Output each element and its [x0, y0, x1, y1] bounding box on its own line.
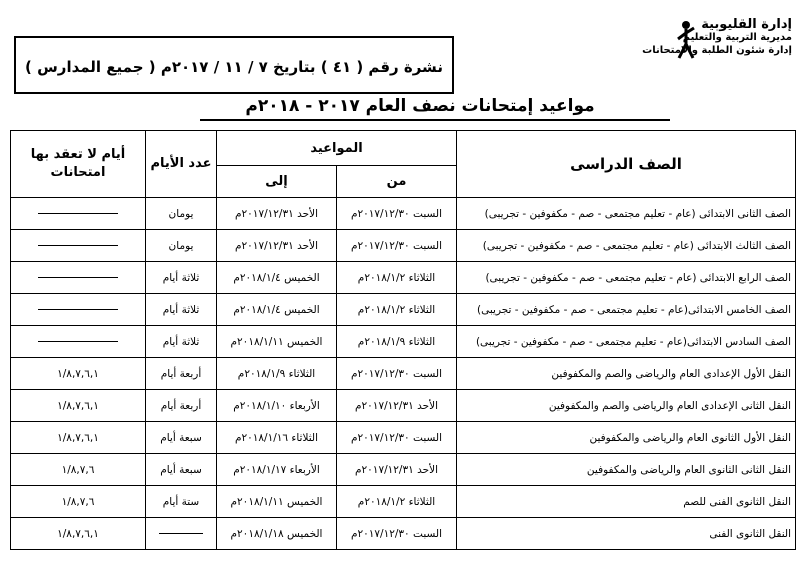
- to-date-cell: الأربعاء ٢٠١٨/١/١٧م: [217, 454, 337, 486]
- header-to: إلى: [217, 166, 337, 198]
- from-date-cell: الأحد ٢٠١٧/١٢/٣١م: [337, 390, 457, 422]
- to-date-cell: الأحد ٢٠١٧/١٢/٣١م: [217, 230, 337, 262]
- no-exam-days-cell: ١/٨,٧,٦,١: [11, 422, 146, 454]
- grade-cell: الصف الثالث الابتدائى (عام - تعليم مجتمعى - صم - مكفوفين - تجريبى): [457, 230, 796, 262]
- days-count-cell: سبعة أيام: [146, 422, 217, 454]
- days-count-cell: أربعة أيام: [146, 390, 217, 422]
- days-count-cell: ثلاثة أيام: [146, 326, 217, 358]
- to-date-cell: الثلاثاء ٢٠١٨/١/١٦م: [217, 422, 337, 454]
- grade-cell: النقل الأول الثانوى العام والرياضى والمكفوفين: [457, 422, 796, 454]
- table-row: [11, 486, 796, 518]
- grade-cell: الصف الرابع الابتدائى (عام - تعليم مجتمعى - صم - مكفوفين - تجريبى): [457, 262, 796, 294]
- from-date-cell: السبت ٢٠١٧/١٢/٣٠م: [337, 358, 457, 390]
- from-date-cell: السبت ٢٠١٧/١٢/٣٠م: [337, 422, 457, 454]
- to-date-cell: الخميس ٢٠١٨/١/٤م: [217, 262, 337, 294]
- from-date-cell: السبت ٢٠١٧/١٢/٣٠م: [337, 230, 457, 262]
- no-exam-days-cell: ١/٨,٧,٦,١: [11, 518, 146, 550]
- table-row: [11, 518, 796, 550]
- exam-schedule-table: [10, 130, 796, 550]
- table-row: [11, 294, 796, 326]
- empty-dash: [38, 309, 118, 310]
- person-emblem-icon: [675, 20, 697, 60]
- grade-cell: النقل الثانوى الفنى: [457, 518, 796, 550]
- days-count-cell: ثلاثة أيام: [146, 294, 217, 326]
- empty-dash: [159, 533, 203, 534]
- table-row: [11, 326, 796, 358]
- table-row: [11, 422, 796, 454]
- empty-dash: [38, 341, 118, 342]
- days-count-cell: يومان: [146, 198, 217, 230]
- empty-dash: [38, 277, 118, 278]
- header-grade: الصف الدراسى: [457, 131, 796, 198]
- days-count-cell: سبعة أيام: [146, 454, 217, 486]
- no-exam-days-cell: [11, 262, 146, 294]
- no-exam-days-cell: [11, 230, 146, 262]
- bulletin-number-box: نشرة رقم ( ٤١ ) بتاريخ ٧ / ١١ / ٢٠١٧م ( جميع المدارس ): [14, 36, 454, 94]
- header-from: من: [337, 166, 457, 198]
- to-date-cell: الثلاثاء ٢٠١٨/١/٩م: [217, 358, 337, 390]
- grade-cell: النقل الأول الإعدادى العام والرياضى والصم والمكفوفين: [457, 358, 796, 390]
- from-date-cell: الأحد ٢٠١٧/١٢/٣١م: [337, 454, 457, 486]
- to-date-cell: الأربعاء ٢٠١٨/١/١٠م: [217, 390, 337, 422]
- empty-dash: [38, 213, 118, 214]
- grade-cell: النقل الثانى الإعدادى العام والرياضى والصم والمكفوفين: [457, 390, 796, 422]
- from-date-cell: الثلاثاء ٢٠١٨/١/٢م: [337, 486, 457, 518]
- grade-cell: الصف الثانى الابتدائى (عام - تعليم مجتمعى - صم - مكفوفين - تجريبى): [457, 198, 796, 230]
- to-date-cell: الخميس ٢٠١٨/١/١١م: [217, 326, 337, 358]
- no-exam-days-cell: ١/٨,٧,٦: [11, 454, 146, 486]
- grade-cell: الصف الخامس الابتدائى(عام - تعليم مجتمعى - صم - مكفوفين - تجريبى): [457, 294, 796, 326]
- table-row: [11, 230, 796, 262]
- from-date-cell: الثلاثاء ٢٠١٨/١/٩م: [337, 326, 457, 358]
- logo-line-2: مديرية التربية والتعليم: [682, 32, 792, 43]
- page-title: مواعيد إمتحانات نصف العام ٢٠١٧ - ٢٠١٨م: [245, 96, 595, 116]
- directorate-logo: [642, 17, 792, 98]
- to-date-cell: الخميس ٢٠١٨/١/٤م: [217, 294, 337, 326]
- header-dates: المواعيد: [217, 131, 457, 166]
- days-count-cell: ستة أيام: [146, 486, 217, 518]
- no-exam-days-cell: ١/٨,٧,٦,١: [11, 358, 146, 390]
- table-row: [11, 358, 796, 390]
- no-exam-days-cell: [11, 198, 146, 230]
- from-date-cell: الثلاثاء ٢٠١٨/١/٢م: [337, 294, 457, 326]
- from-date-cell: السبت ٢٠١٧/١٢/٣٠م: [337, 518, 457, 550]
- no-exam-days-cell: [11, 326, 146, 358]
- table-row: [11, 198, 796, 230]
- grade-cell: النقل الثانى الثانوى العام والرياضى والمكفوفين: [457, 454, 796, 486]
- no-exam-days-cell: ١/٨,٧,٦: [11, 486, 146, 518]
- empty-dash: [38, 245, 118, 246]
- days-count-cell: [146, 518, 217, 550]
- no-exam-days-cell: ١/٨,٧,٦,١: [11, 390, 146, 422]
- table-row: [11, 454, 796, 486]
- to-date-cell: الخميس ٢٠١٨/١/١٨م: [217, 518, 337, 550]
- header-no-exam-days: أيام لا تعقد بها امتحانات: [11, 131, 146, 198]
- days-count-cell: أربعة أيام: [146, 358, 217, 390]
- title-underline: [200, 119, 670, 121]
- days-count-cell: يومان: [146, 230, 217, 262]
- logo-line-1: إدارة القليوبية: [701, 17, 792, 32]
- from-date-cell: الثلاثاء ٢٠١٨/١/٢م: [337, 262, 457, 294]
- table-row: [11, 262, 796, 294]
- from-date-cell: السبت ٢٠١٧/١٢/٣٠م: [337, 198, 457, 230]
- to-date-cell: الأحد ٢٠١٧/١٢/٣١م: [217, 198, 337, 230]
- days-count-cell: ثلاثة أيام: [146, 262, 217, 294]
- header-days: عدد الأيام: [146, 131, 217, 198]
- no-exam-days-cell: [11, 294, 146, 326]
- table-row: [11, 390, 796, 422]
- grade-cell: النقل الثانوى الفنى للصم: [457, 486, 796, 518]
- grade-cell: الصف السادس الابتدائى(عام - تعليم مجتمعى - صم - مكفوفين - تجريبى): [457, 326, 796, 358]
- logo-line-3: إدارة شئون الطلبة والامتحانات: [642, 45, 792, 56]
- to-date-cell: الخميس ٢٠١٨/١/١١م: [217, 486, 337, 518]
